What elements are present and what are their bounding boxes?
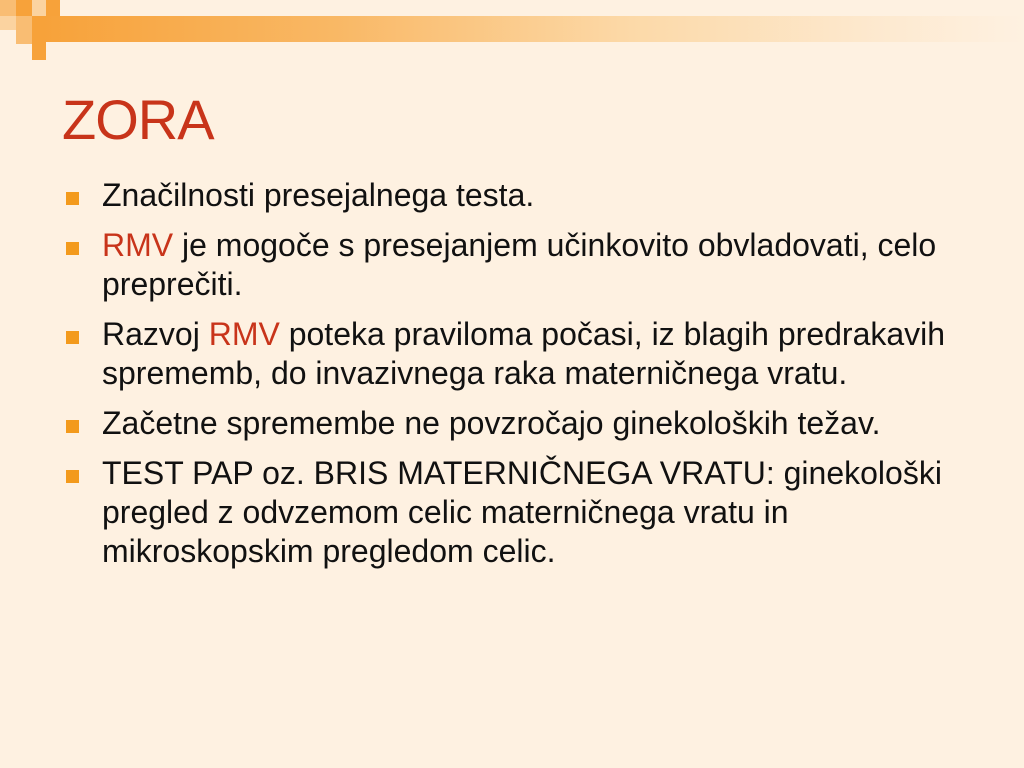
bullet-item <box>62 176 992 215</box>
decor-square <box>16 16 32 30</box>
decor-square <box>32 16 42 42</box>
slide-title: ZORA <box>62 88 214 151</box>
bullet-text: Razvoj <box>102 316 209 352</box>
square-bullet-icon <box>66 192 79 205</box>
square-bullet-icon <box>66 420 79 433</box>
bullet-accent-text: RMV <box>102 227 174 263</box>
decor-square <box>0 0 16 16</box>
bullet-text: poteka praviloma počasi, iz blagih predrakavih sprememb, do invazivnega raka materničnega vratu. <box>102 316 946 391</box>
bullet-list <box>62 176 992 582</box>
square-bullet-icon <box>66 242 79 255</box>
bullet-item <box>62 454 992 571</box>
bullet-text: Začetne spremembe ne povzročajo ginekoloških težav. <box>102 405 881 441</box>
decor-square <box>0 16 16 30</box>
bullet-text: TEST PAP oz. BRIS MATERNIČNEGA VRATU: ginekološki pregled z odvzemom celic materničnega vratu in mikroskopskim pregledom celic. <box>102 455 942 569</box>
bullet-item <box>62 404 992 443</box>
decor-square <box>16 30 32 44</box>
decor-square <box>32 42 46 60</box>
bullet-item <box>62 226 992 304</box>
bullet-text: je mogoče s presejanjem učinkovito obvladovati, celo preprečiti. <box>102 227 937 302</box>
decor-square <box>46 0 60 16</box>
decor-square <box>32 0 46 16</box>
square-bullet-icon <box>66 331 79 344</box>
bullet-accent-text: RMV <box>208 316 280 352</box>
bullet-text: Značilnosti presejalnega testa. <box>102 177 535 213</box>
bullet-item <box>62 315 992 393</box>
decor-square <box>16 0 32 16</box>
header-decor-bar <box>42 16 1024 42</box>
square-bullet-icon <box>66 470 79 483</box>
